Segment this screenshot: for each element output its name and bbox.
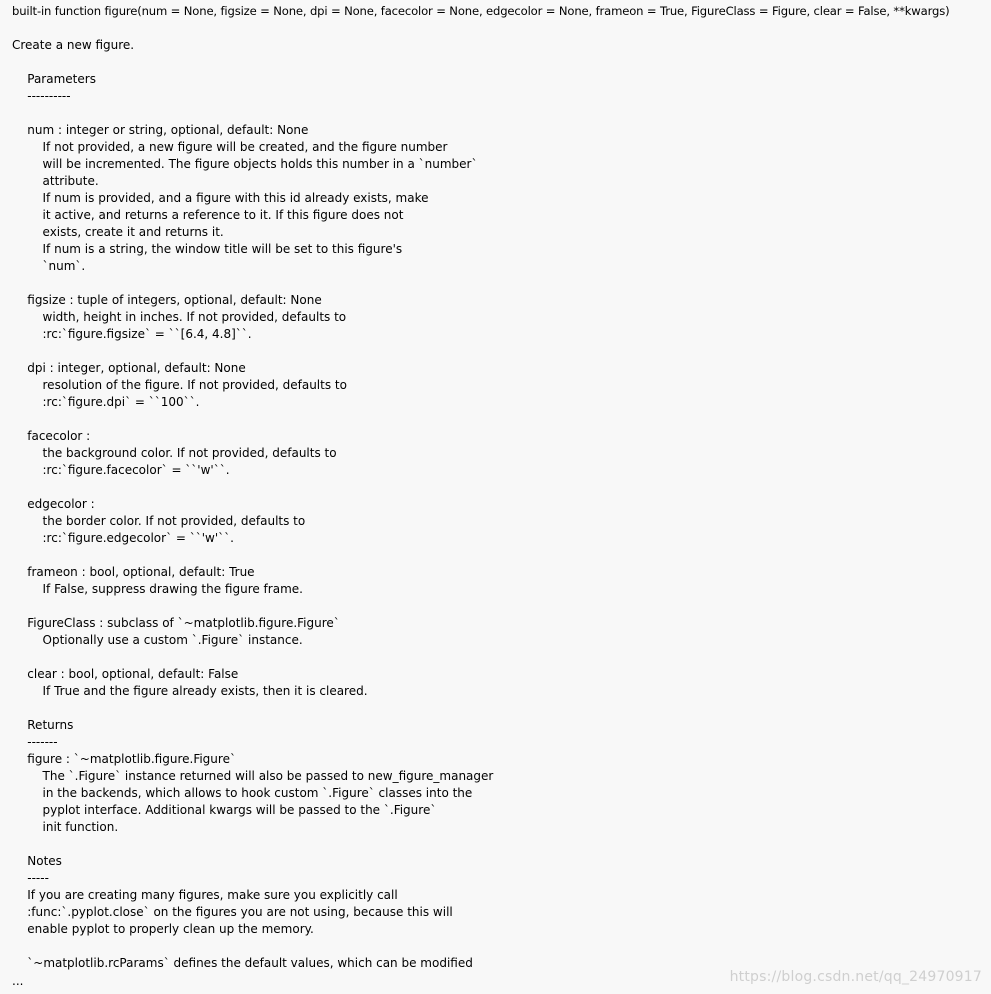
blank-line: [12, 54, 991, 71]
doc-line: num : integer or string, optional, default: None: [12, 123, 309, 137]
doc-line: clear : bool, optional, default: False: [12, 667, 239, 681]
doc-line: If True and the figure already exists, then it is cleared.: [12, 684, 368, 698]
doc-line: ----------: [12, 89, 71, 103]
doc-line: -----: [12, 871, 49, 885]
doc-line: FigureClass : subclass of `~matplotlib.figure.Figure`: [12, 616, 340, 630]
doc-line: `~matplotlib.rcParams` defines the default values, which can be modified: [12, 956, 473, 970]
doc-line: Returns: [12, 718, 74, 732]
doc-line: init function.: [12, 820, 119, 834]
doc-line: will be incremented. The figure objects holds this number in a `number`: [12, 157, 478, 171]
blank-line: [12, 105, 991, 122]
doc-line: :rc:`figure.edgecolor` = ``'w'``.: [12, 531, 234, 545]
truncation-ellipsis: ...: [12, 974, 24, 988]
doc-line: dpi : integer, optional, default: None: [12, 361, 246, 375]
doc-line: :rc:`figure.dpi` = ``100``.: [12, 395, 200, 409]
doc-line: -------: [12, 735, 58, 749]
doc-line: in the backends, which allows to hook custom `.Figure` classes into the: [12, 786, 473, 800]
blank-line: [12, 411, 991, 428]
doc-line: edgecolor :: [12, 497, 95, 511]
function-signature: built-in function figure(num = None, figsize = None, dpi = None, facecolor = None, edgecolor = None, frameon = True, FigureClass = Figure, clear = False, **kwargs): [12, 4, 950, 18]
doc-line: Notes: [12, 854, 62, 868]
blank-line: [12, 649, 991, 666]
doc-line: enable pyplot to properly clean up the memory.: [12, 922, 314, 936]
doc-line: it active, and returns a reference to it. If this figure does not: [12, 208, 404, 222]
blank-line: [12, 343, 991, 360]
blank-line: [12, 479, 991, 496]
doc-line: attribute.: [12, 174, 99, 188]
doc-line: the background color. If not provided, defaults to: [12, 446, 337, 460]
doc-line: the border color. If not provided, defaults to: [12, 514, 306, 528]
doc-line: exists, create it and returns it.: [12, 225, 224, 239]
doc-line: :func:`.pyplot.close` on the figures you are not using, because this will: [12, 905, 453, 919]
doc-line: `num`.: [12, 259, 86, 273]
doc-line: resolution of the figure. If not provided, defaults to: [12, 378, 347, 392]
blank-line: [12, 598, 991, 615]
blank-line: [12, 547, 991, 564]
doc-line: Create a new figure.: [12, 38, 135, 52]
blank-line: [12, 20, 991, 37]
doc-line: :rc:`figure.facecolor` = ``'w'``.: [12, 463, 230, 477]
doc-line: frameon : bool, optional, default: True: [12, 565, 255, 579]
doc-line: figure : `~matplotlib.figure.Figure`: [12, 752, 236, 766]
doc-line: width, height in inches. If not provided, defaults to: [12, 310, 347, 324]
doc-line: If num is provided, and a figure with this id already exists, make: [12, 191, 429, 205]
doc-line: Optionally use a custom `.Figure` instance.: [12, 633, 303, 647]
doc-line: If num is a string, the window title will be set to this figure's: [12, 242, 403, 256]
doc-line: If False, suppress drawing the figure frame.: [12, 582, 303, 596]
docstring-body: [12, 20, 991, 972]
blank-line: [12, 275, 991, 292]
doc-line: If not provided, a new figure will be created, and the figure number: [12, 140, 448, 154]
watermark-text: https://blog.csdn.net/qq_24970917: [729, 969, 982, 985]
doc-line: figsize : tuple of integers, optional, default: None: [12, 293, 322, 307]
doc-line: The `.Figure` instance returned will also be passed to new_figure_manager: [12, 769, 494, 783]
blank-line: [12, 938, 991, 955]
blank-line: [12, 836, 991, 853]
doc-line: Parameters: [12, 72, 96, 86]
doc-line: facecolor :: [12, 429, 91, 443]
doc-line: pyplot interface. Additional kwargs will be passed to the `.Figure`: [12, 803, 437, 817]
doc-line: If you are creating many figures, make sure you explicitly call: [12, 888, 398, 902]
blank-line: [12, 700, 991, 717]
doc-line: :rc:`figure.figsize` = ``[6.4, 4.8]``.: [12, 327, 252, 341]
